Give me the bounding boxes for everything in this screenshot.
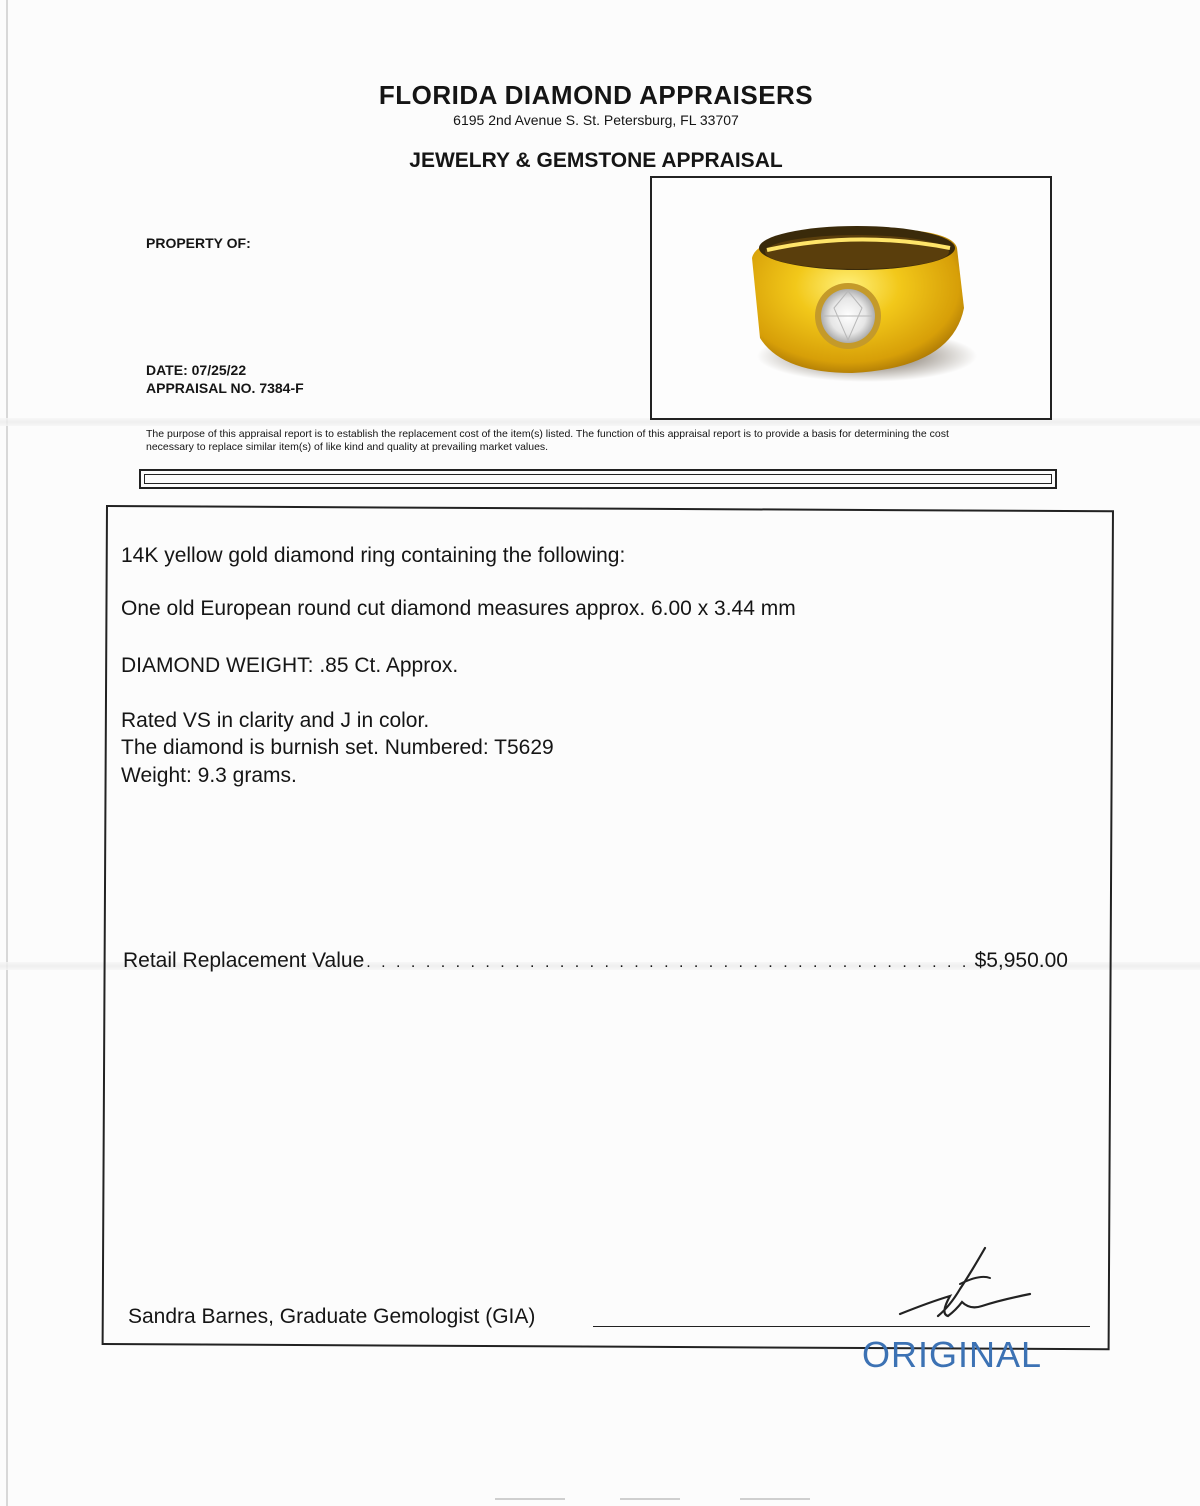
retail-value-label: Retail Replacement Value: [123, 949, 365, 972]
date-field: DATE: 07/25/22: [146, 362, 247, 378]
ring-photo: [650, 176, 1052, 420]
scan-edge-line: [6, 0, 8, 1506]
signature-line: [593, 1326, 1090, 1327]
description-line-1: 14K yellow gold diamond ring containing the following:: [121, 544, 626, 567]
purpose-line-2: necessary to replace similar item(s) of like kind and quality at prevailing market values.: [146, 441, 549, 453]
scan-mark: [620, 1498, 680, 1500]
description-line-2: One old European round cut diamond measures approx. 6.00 x 3.44 mm: [121, 597, 796, 620]
retail-value-amount: $5,950.00: [974, 949, 1068, 972]
appraisal-number-field: APPRAISAL NO. 7384-F: [146, 380, 304, 396]
diamond-weight: DIAMOND WEIGHT: .85 Ct. Approx.: [121, 654, 459, 677]
company-name: FLORIDA DIAMOND APPRAISERS: [378, 80, 814, 110]
retail-value-row: [123, 949, 1068, 973]
document-title: JEWELRY & GEMSTONE APPRAISAL: [409, 149, 783, 172]
appraiser-name: Sandra Barnes, Graduate Gemologist (GIA): [128, 1305, 536, 1328]
company-address: 6195 2nd Avenue S. St. Petersburg, FL 33707: [453, 112, 739, 128]
property-of-label: PROPERTY OF:: [146, 235, 251, 251]
divider-bar: [139, 469, 1057, 489]
leader-dots: [366, 954, 968, 972]
scan-mark: [740, 1498, 810, 1500]
handwritten-signature: [890, 1244, 1040, 1324]
description-line-4: Rated VS in clarity and J in color.: [121, 709, 430, 732]
original-stamp: ORIGINAL: [862, 1334, 1043, 1375]
description-box: [102, 505, 1114, 1350]
gold-ring-image: [652, 178, 1050, 418]
scan-mark: [495, 1498, 565, 1500]
purpose-line-1: The purpose of this appraisal report is to establish the replacement cost of the item(s) listed. The function of this appraisal report is to provide a basis for determining the cost: [146, 428, 949, 440]
description-line-6: Weight: 9.3 grams.: [121, 764, 297, 787]
description-line-5: The diamond is burnish set. Numbered: T5629: [121, 736, 554, 759]
purpose-statement: [146, 428, 1066, 454]
